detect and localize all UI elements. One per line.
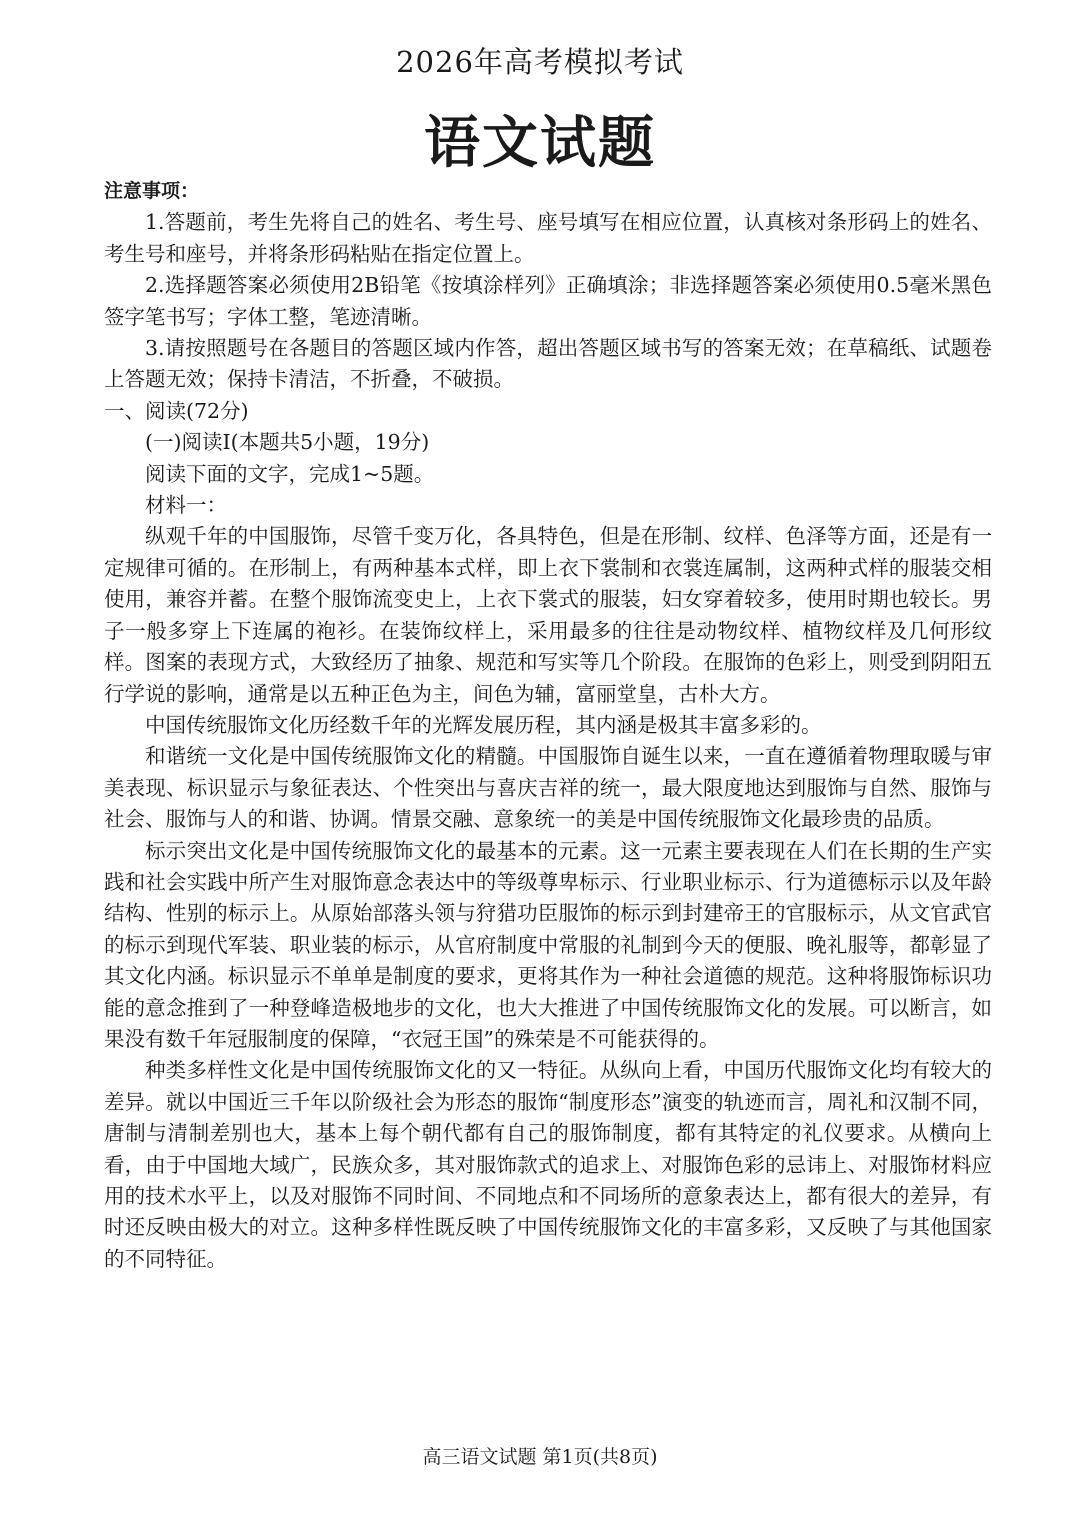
page-footer: 高三语文试题 第1页(共8页) (422, 1446, 658, 1468)
passage-paragraph-1: 纵观千年的中国服饰，尽管千变万化，各具特色，但是在形制、纹样、色泽等方面，还是有一定规律可循的。在形制上，有两种基本式样，即上衣下裳制和衣裳连属制，这两种式样的服装交相使用，兼容并蓄。在整个服饰流变史上，上衣下裳式的服装，妇女穿着较多，使用时期也较长。男子一般多穿上下连属的袍衫。在装饰纹样上，采用最多的往往是动物纹样、植物纹样及几何形纹样。图案的表现方式，大致经历了抽象、规范和写实等几个阶段。在服饰的色彩上，则受到阴阳五行学说的影响，通常是以五种正色为主，间色为辅，富丽堂皇，古朴大方。 (104, 524, 992, 706)
sub-section-heading: (一)阅读Ⅰ(本题共5小题，19分) (145, 430, 430, 455)
notice-item-3: 3.请按照题号在各题目的答题区域内作答，超出答题区域书写的答案无效；在草稿纸、试题卷上答题无效；保持卡清洁，不折叠，不破损。 (104, 336, 992, 392)
passage-paragraph-4: 标示突出文化是中国传统服饰文化的最基本的元素。这一元素主要表现在人们在长期的生产实践和社会实践中所产生对服饰意念表达中的等级尊卑标示、行业职业标示、行为道德标示以及年龄结构、性别的标示上。从原始部落头领与狩猎功臣服饰的标示到封建帝王的官服标示，从文官武官的标示到现代军装、职业装的标示，从官府制度中常服的礼制到今天的便服、晚礼服等，都彰显了其文化内涵。标识显示不单单是制度的要求，更将其作为一种社会道德的规范。这种将服饰标识功能的意念推到了一种登峰造极地步的文化，也大大推进了中国传统服饰文化的发展。可以断言，如果没有数千年冠服制度的保障，“衣冠王国”的殊荣是不可能获得的。 (104, 838, 992, 1051)
notice-item-2: 2.选择题答案必须使用2B铅笔《按填涂样列》正确填涂；非选择题答案必须使用0.5毫米黑色签字笔书写；字体工整，笔迹清晰。 (104, 273, 992, 329)
passage-paragraph-5: 种类多样性文化是中国传统服饰文化的又一特征。从纵向上看，中国历代服饰文化均有较大的差异。就以中国近三千年以阶级社会为形态的服饰“制度形态”演变的轨迹而言，周礼和汉制不同，唐制与清制差别也大，基本上每个朝代都有自己的服饰制度，都有其特定的礼仪要求。从横向上看，由于中国地大域广，民族众多，其对服饰款式的追求上、对服饰色彩的忌讳上、对服饰材料应用的技术水平上，以及对服饰不同时间、不同地点和不同场所的意象表达上，都有很大的差异，有时还反映由极大的对立。这种多样性既反映了中国传统服饰文化的丰富多彩，又反映了与其他国家的不同特征。 (104, 1058, 992, 1271)
passage-paragraph-3: 和谐统一文化是中国传统服饰文化的精髓。中国服饰自诞生以来，一直在遵循着物理取暖与审美表现、标识显示与象征表达、个性突出与喜庆吉祥的统一，最大限度地达到服饰与自然、服饰与社会、服饰与人的和谐、协调。情景交融、意象统一的美是中国传统服饰文化最珍贵的品质。 (104, 744, 992, 832)
notice-item-1: 1.答题前，考生先将自己的姓名、考生号、座号填写在相应位置，认真核对条形码上的姓名、考生号和座号，并将条形码粘贴在指定位置上。 (104, 210, 992, 266)
material-label: 材料一： (145, 493, 227, 518)
notice-heading: 注意事项： (104, 180, 200, 202)
passage-paragraph-2: 中国传统服饰文化历经数千年的光辉发展历程，其内涵是极其丰富多彩的。 (145, 712, 822, 737)
subject-title: 语文试题 (424, 111, 656, 176)
page-content (104, 176, 992, 1275)
section-heading: 一、阅读(72分) (104, 398, 249, 423)
reading-instruction: 阅读下面的文字，完成1~5题。 (145, 461, 435, 486)
exam-name: 2026年高考模拟考试 (396, 45, 684, 79)
